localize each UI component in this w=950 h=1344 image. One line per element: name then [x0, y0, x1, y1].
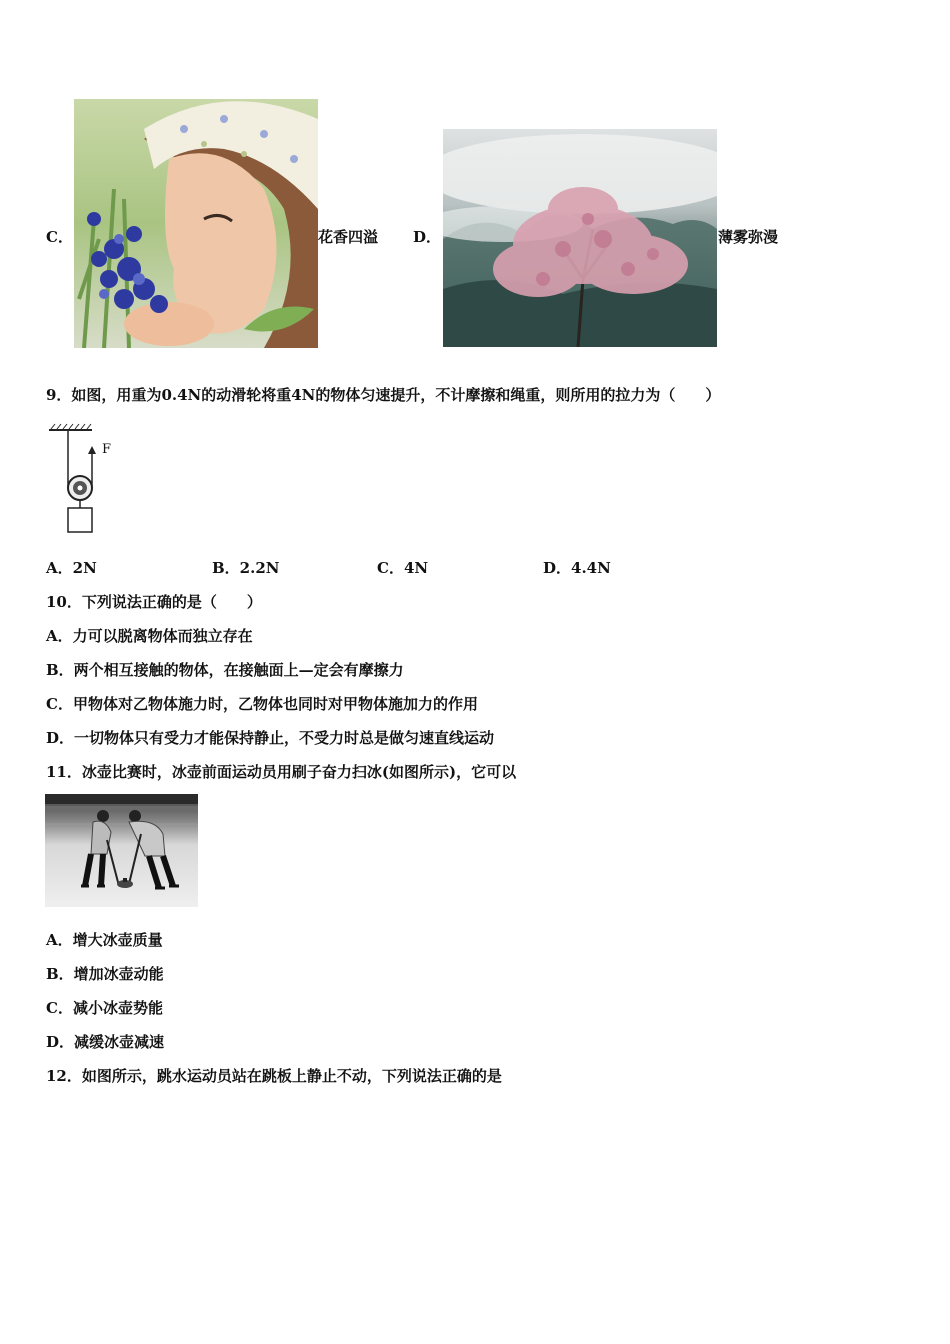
q10-option-a: A．力可以脱离物体而独立存在	[46, 627, 253, 645]
q10-option-b: B．两个相互接触的物体，在接触面上—定会有摩擦力	[46, 661, 404, 679]
q9-stem: 9．如图，用重为0.4N的动滑轮将重4N的物体匀速提升，不计摩擦和绳重，则所用的拉力为（ ）	[46, 386, 721, 404]
q9-option-b: B．2.2N	[212, 559, 280, 577]
q11-stem: 11．冰壶比赛时，冰壶前面运动员用刷子奋力扫冰(如图所示)，它可以	[46, 763, 517, 781]
q8-option-d-caption: 薄雾弥漫	[718, 228, 779, 246]
q11-option-d: D．减缓冰壶减速	[46, 1033, 165, 1051]
girl-smelling-flowers-photo	[74, 99, 318, 348]
movable-pulley-diagram	[46, 422, 126, 538]
misty-blossom-tree-photo	[443, 129, 717, 347]
q11-option-c: C．减小冰壶势能	[46, 999, 163, 1017]
pulley-force-label: F	[102, 442, 112, 457]
curling-sweepers-photo	[45, 794, 198, 907]
q12-stem: 12．如图所示，跳水运动员站在跳板上静止不动，下列说法正确的是	[46, 1067, 502, 1085]
q10-option-c: C．甲物体对乙物体施力时，乙物体也同时对甲物体施加力的作用	[46, 695, 478, 713]
q11-option-b: B．增加冰壶动能	[46, 965, 164, 983]
q8-option-c-letter: C．	[46, 228, 73, 246]
q9-option-d: D．4.4N	[543, 559, 611, 577]
q10-option-d: D．一切物体只有受力才能保持静止，不受力时总是做匀速直线运动	[46, 729, 495, 747]
q11-option-a: A．增大冰壶质量	[46, 931, 163, 949]
q10-stem: 10．下列说法正确的是（ ）	[46, 593, 262, 611]
q9-option-c: C．4N	[377, 559, 429, 577]
q8-option-d-letter: D．	[413, 228, 442, 246]
q8-option-c-caption: 花香四溢	[318, 228, 379, 246]
q9-option-a: A．2N	[46, 559, 97, 577]
